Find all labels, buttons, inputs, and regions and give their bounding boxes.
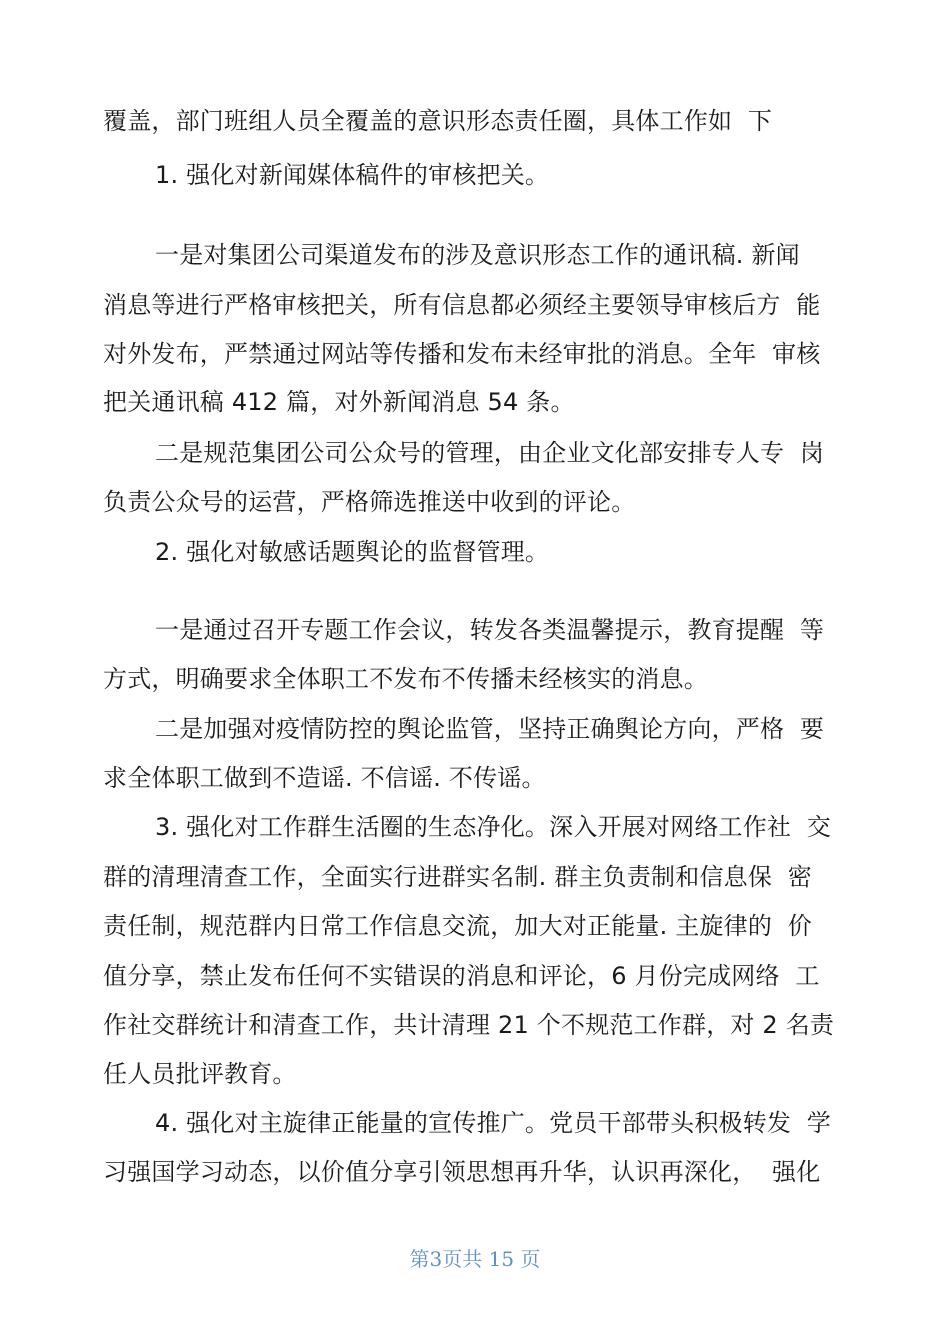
text-line: 群的清理清查工作，全面实行进群实名制. 群主负责制和信息保 密: [103, 863, 812, 891]
section-heading-2: 2. 强化对敏感话题舆论的监督管理。: [155, 538, 550, 566]
text-line: 习强国学习动态，以价值分享引领思想再升华，认识再深化， 强化: [103, 1158, 821, 1186]
text-line: 二是加强对疫情防控的舆论监管，坚持正确舆论方向，严格 要: [155, 715, 825, 743]
text-line: 覆盖，部门班组人员全覆盖的意识形态责任圈，具体工作如 下: [103, 107, 773, 135]
text-line: 求全体职工做到不造谣. 不信谣. 不传谣。: [103, 764, 546, 792]
page-number-footer: 第3页共 15 页: [409, 1247, 541, 1271]
text-line: 把关通讯稿 412 篇，对外新闻消息 54 条。: [103, 388, 575, 416]
text-line: 值分享，禁止发布任何不实错误的消息和评论，6 月份完成网络 工: [103, 962, 820, 990]
text-line: 任人员批评教育。: [103, 1060, 297, 1088]
text-line: 一是对集团公司渠道发布的涉及意识形态工作的通讯稿. 新闻: [155, 241, 800, 269]
text-line: 责任制，规范群内日常工作信息交流，加大对正能量. 主旋律的 价: [103, 912, 812, 940]
section-heading-1: 1. 强化对新闻媒体稿件的审核把关。: [155, 161, 550, 189]
text-line: 一是通过召开专题工作会议，转发各类温馨提示，教育提醒 等: [155, 616, 825, 644]
text-line: 二是规范集团公司公众号的管理，由企业文化部安排专人专 岗: [155, 439, 825, 467]
section-heading-3: 3. 强化对工作群生活圈的生态净化。深入开展对网络工作社 交: [155, 813, 831, 841]
text-line: 对外发布，严禁通过网站等传播和发布未经审批的消息。全年 审核: [103, 340, 821, 368]
text-line: 作社交群统计和清查工作，共计清理 21 个不规范工作群，对 2 名责: [103, 1011, 835, 1039]
text-line: 方式，明确要求全体职工不发布不传播未经核实的消息。: [103, 665, 708, 693]
text-line: 负责公众号的运营，严格筛选推送中收到的评论。: [103, 488, 636, 516]
section-heading-4: 4. 强化对主旋律正能量的宣传推广。党员干部带头积极转发 学: [155, 1109, 831, 1137]
text-line: 消息等进行严格审核把关，所有信息都必须经主要领导审核后方 能: [103, 291, 821, 319]
